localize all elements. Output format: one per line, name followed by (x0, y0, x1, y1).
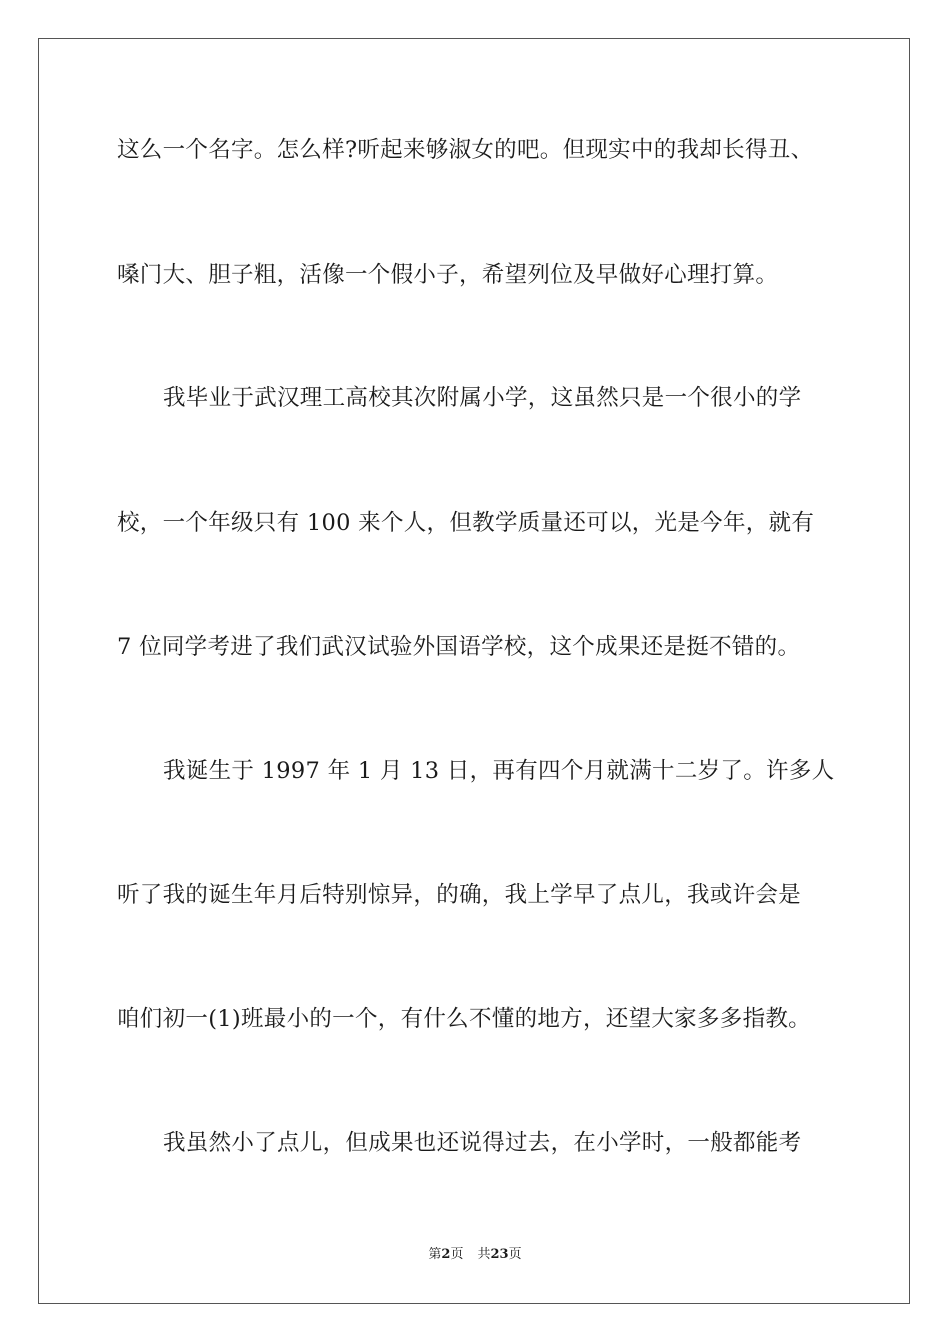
page-suffix: 页 (450, 1247, 464, 1262)
text-line-5: 7 位同学考进了我们武汉试验外国语学校，这个成果还是挺不错的。 (117, 634, 801, 660)
text-line-3: 我毕业于武汉理工高校其次附属小学，这虽然只是一个很小的学 (163, 385, 802, 411)
text-line-2: 嗓门大、胆子粗，活像一个假小子，希望列位及早做好心理打算。 (117, 262, 779, 288)
text-line-1: 这么一个名字。怎么样?听起来够淑女的吧。但现实中的我却长得丑、 (117, 137, 814, 163)
page-border (38, 38, 910, 1304)
text-line-8: 咱们初一(1)班最小的一个，有什么不懂的地方，还望大家多多指教。 (117, 1006, 811, 1032)
page-current: 2 (441, 1247, 451, 1262)
text-line-6: 我诞生于 1997 年 1 月 13 日，再有四个月就满十二岁了。许多人 (163, 758, 835, 784)
total-prefix: 共 (477, 1247, 491, 1262)
page-prefix: 第 (428, 1247, 442, 1262)
page-footer (0, 1246, 950, 1264)
page-total: 23 (490, 1247, 509, 1262)
text-line-4: 校，一个年级只有 100 来个人，但教学质量还可以，光是今年，就有 (117, 510, 815, 536)
text-line-7: 听了我的诞生年月后特别惊异，的确，我上学早了点儿，我或许会是 (117, 882, 802, 908)
total-suffix: 页 (508, 1247, 522, 1262)
text-line-9: 我虽然小了点儿，但成果也还说得过去，在小学时，一般都能考 (163, 1130, 802, 1156)
